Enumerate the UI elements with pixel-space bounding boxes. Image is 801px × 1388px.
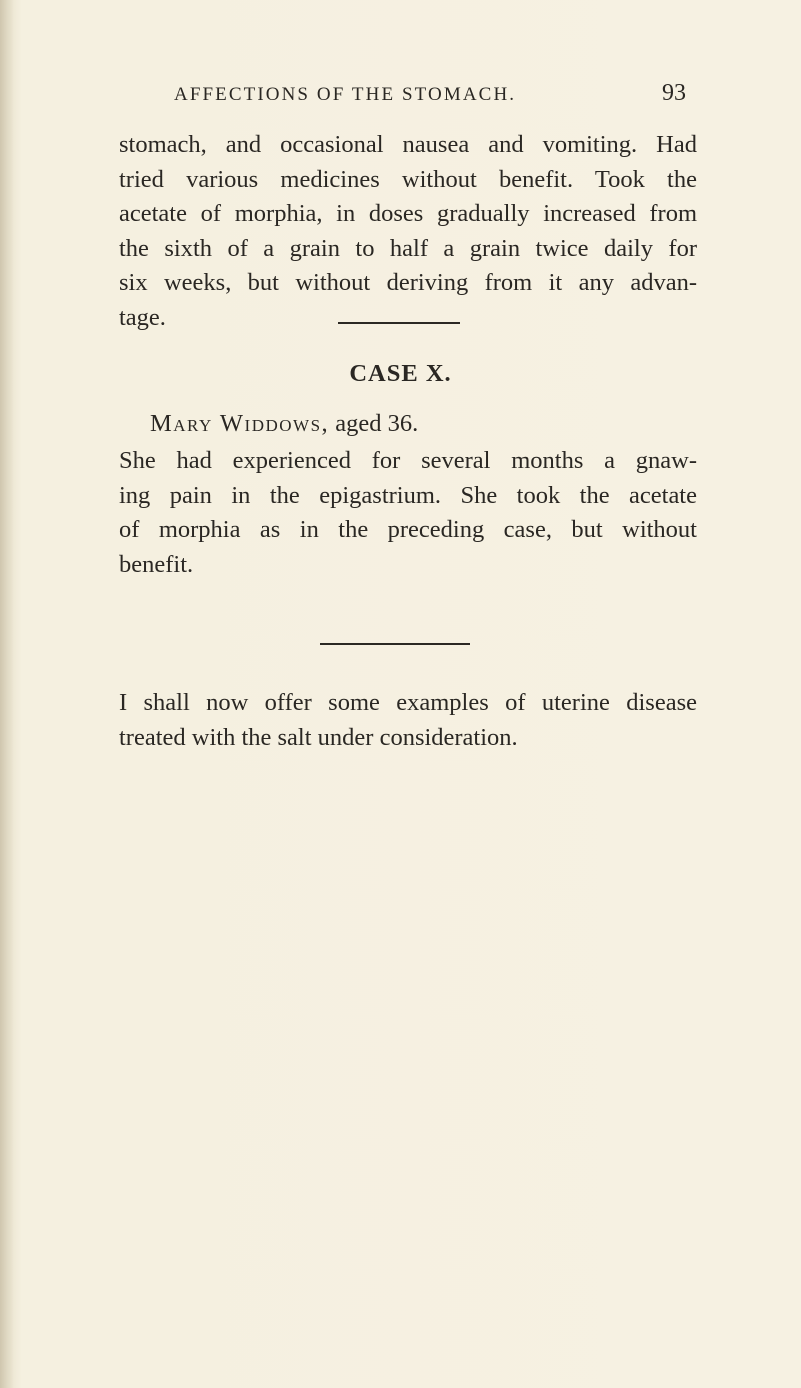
text-line: I shall now offer some examples of uterine disease: [119, 689, 697, 716]
section-divider: [338, 322, 460, 324]
patient-line: [150, 410, 418, 438]
text-line: tried various medicines without benefit. Took the: [119, 165, 697, 193]
text-line: the sixth of a grain to half a grain twice daily for: [119, 234, 697, 262]
patient-name: Mary Widdows,: [150, 410, 330, 437]
page-gutter-shadow: [0, 0, 14, 1388]
case-paragraph: [119, 444, 697, 582]
text-line: six weeks, but without deriving from it any advan-: [119, 269, 697, 297]
text-line: benefit.: [119, 550, 194, 578]
patient-details: aged 36.: [335, 410, 419, 437]
case-heading: CASE X.: [349, 360, 452, 387]
text-line: acetate of morphia, in doses gradually increased from: [119, 200, 697, 228]
text-line: stomach, and occasional nausea and vomiting. Had: [119, 131, 697, 158]
running-header: [174, 80, 686, 110]
text-line: ing pain in the epigastrium. She took the acetate: [119, 481, 697, 509]
page-number: 93: [662, 80, 686, 106]
closing-paragraph: [119, 686, 697, 755]
text-line: She had experienced for several months a gnaw-: [119, 447, 697, 474]
text-line: tage.: [119, 303, 166, 331]
running-title: AFFECTIONS OF THE STOMACH.: [174, 84, 517, 105]
text-line: treated with the salt under consideration.: [119, 723, 518, 751]
section-divider: [320, 643, 470, 645]
text-line: of morphia as in the preceding case, but without: [119, 516, 697, 544]
paragraph-continuation: [119, 128, 697, 336]
